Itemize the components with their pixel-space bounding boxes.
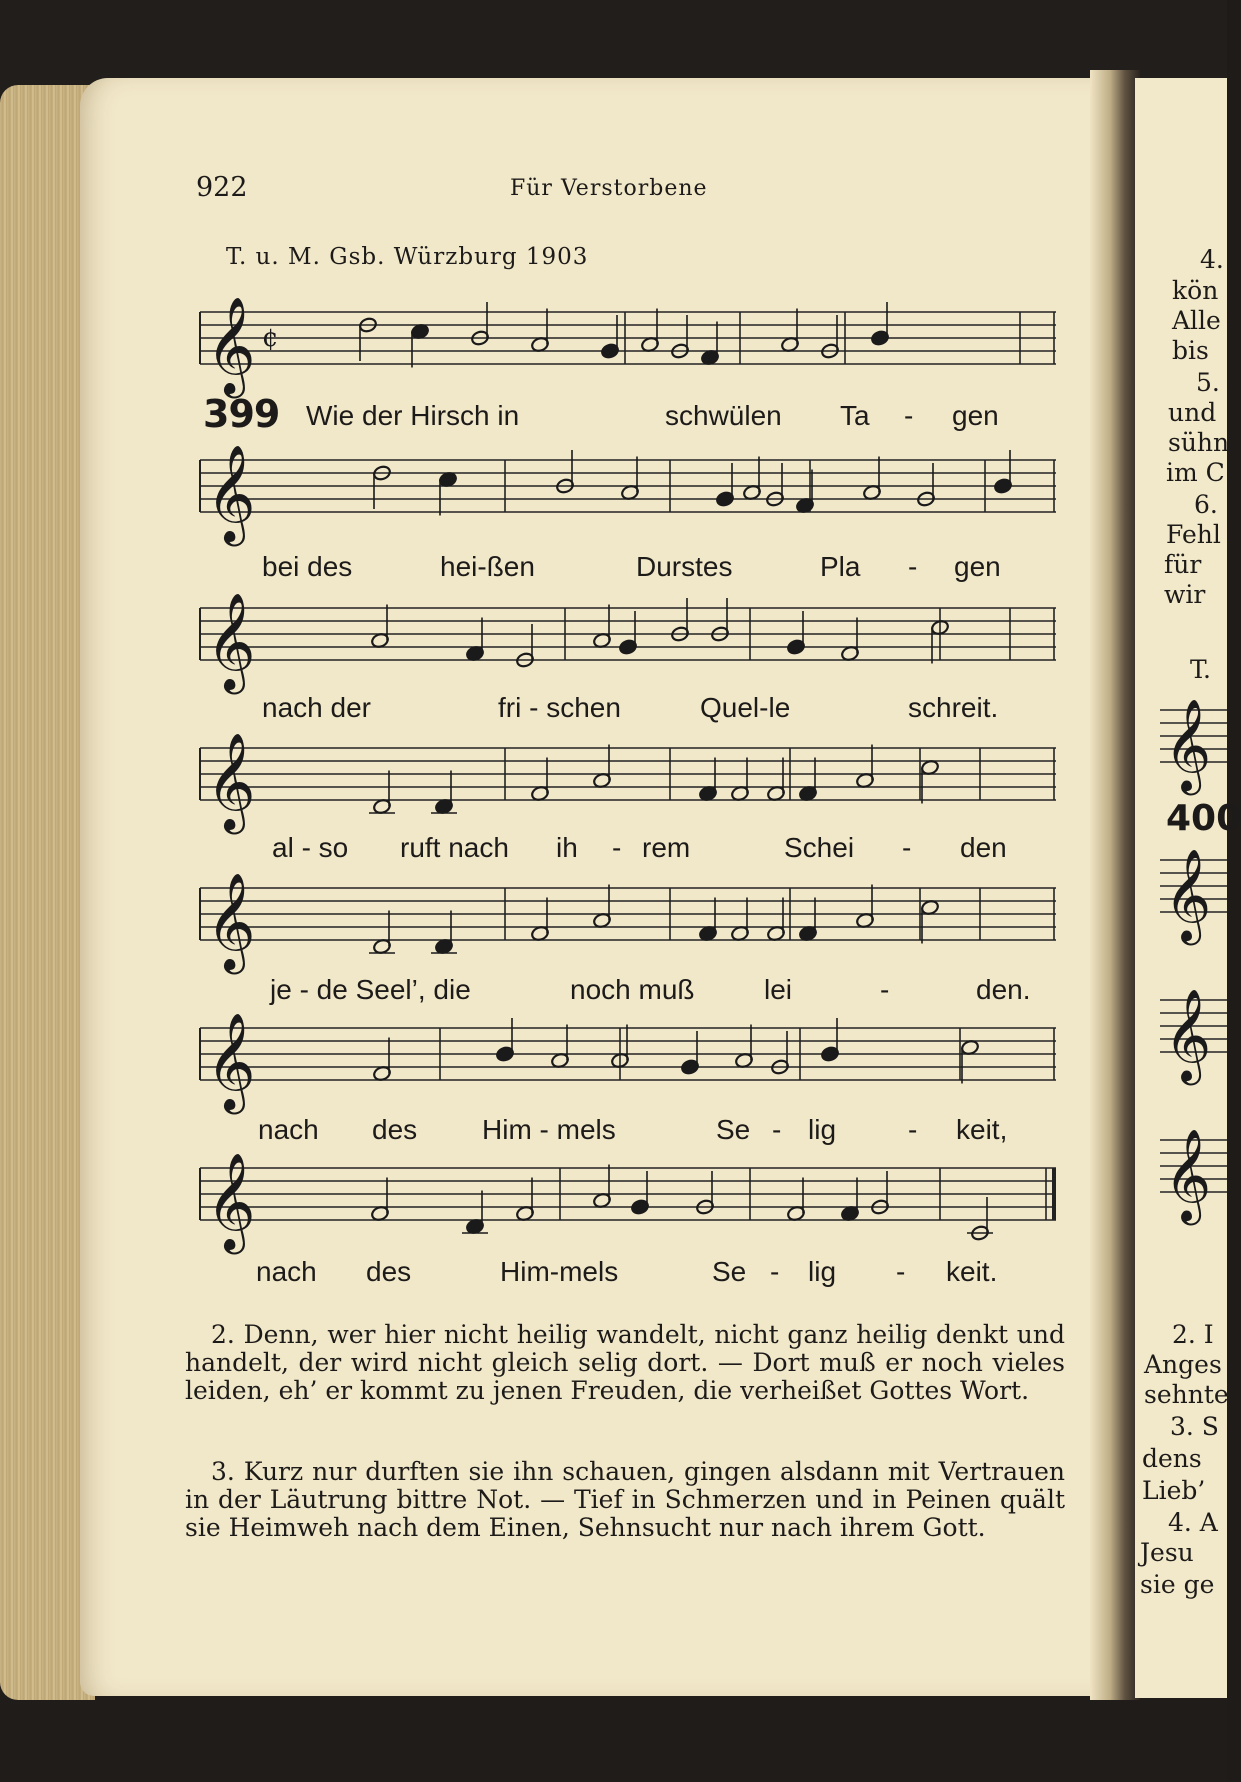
lyric-syllable: schreit. [908,692,999,723]
lyric-syllable: nach [258,1114,319,1145]
right-page-fragment: und [1168,398,1217,427]
lyric-syllable: keit, [956,1114,1008,1145]
lyric-syllable: keit. [946,1256,998,1287]
lyric-syllable: schwülen [665,400,782,431]
lyric-syllable: - [770,1256,780,1287]
lyric-syllable: Wie der Hirsch in [306,400,520,431]
right-page-fragment: 3. S [1170,1412,1219,1441]
right-page-fragment: kön [1172,276,1219,305]
lyric-syllable: Durstes [636,551,733,582]
lyric-syllable: je - de Seel’, die [270,974,471,1005]
right-page-fragment: Anges [1144,1350,1222,1379]
lyric-syllable: lei [764,974,793,1005]
right-page-fragment: 6. [1194,490,1218,519]
right-page-fragment: Alle [1172,306,1221,335]
verse-2 [185,1321,1065,1405]
lyric-syllable: des [372,1114,418,1145]
lyric-syllable: rem [642,832,691,863]
lyric-syllable: - [772,1114,782,1145]
verse-3 [185,1458,1065,1542]
right-page-fragment: bis [1172,336,1209,365]
lyric-syllable: des [366,1256,412,1287]
lyric-syllable: - [908,1114,918,1145]
music-staff-4 [200,726,1066,830]
lyric-syllable: ruft nach [400,832,509,863]
music-staff-7 [200,1146,1066,1250]
lyric-syllable: gen [954,551,1001,582]
right-page-fragment: Lieb’ [1142,1476,1206,1505]
lyric-syllable: - [902,832,912,863]
lyric-syllable: lig [808,1114,837,1145]
right-page-fragment: 5. [1196,368,1220,397]
music-staff-2 [200,438,1066,542]
running-title: Für Verstorbene [510,176,708,201]
lyric-syllable: bei des [262,551,353,582]
svg-text:𝄞: 𝄞 [206,872,256,970]
lyric-syllable: ih [556,832,578,863]
verse-2-text: 2. Denn, wer hier nicht heilig wandelt, nicht ganz heilig denkt und handelt, der wird nicht gleich selig dort. — Dort muß er noch vieles leiden, eh’ er kommt zu jenen Freuden, die verheißet Gottes Wort. [185,1320,1065,1405]
lyric-syllable: Ta [840,400,870,431]
verse-3-text: 3. Kurz nur durften sie ihn schauen, gingen alsdann mit Vertrauen in der Läutrung bittre Not. — Tief in Schmerzen und in Peinen quält sie Heimweh nach dem Einen, Sehnsucht nur nach ihrem Gott. [185,1457,1065,1542]
right-page-fragment: sehnte [1144,1380,1229,1409]
lyric-syllable: - [908,551,918,582]
right-page-fragment: für [1164,550,1202,579]
music-staff-6 [200,1006,1066,1110]
book-cover-bottom [0,1690,1227,1782]
right-staff-4 [1160,1120,1227,1220]
music-staff-5 [200,866,1066,970]
right-staff-1 [1160,690,1227,790]
svg-text:¢: ¢ [262,323,279,353]
svg-text:𝄞: 𝄞 [1164,848,1212,941]
music-staff-1 [200,290,1066,394]
lyric-syllable: al - so [272,832,349,863]
lyric-syllable: Se [716,1114,751,1145]
right-page-fragment: im C [1166,458,1225,487]
lyric-syllable: nach [256,1256,317,1287]
lyric-syllable: noch muß [570,974,695,1005]
lyric-syllable: lig [808,1256,837,1287]
right-page-fragment: sühn [1168,428,1230,457]
svg-text:𝄞: 𝄞 [206,444,256,542]
svg-text:𝄞: 𝄞 [1164,1128,1212,1221]
lyric-syllable: - [896,1256,906,1287]
right-page-fragment: 4. [1200,245,1224,274]
right-page-fragment: 4. A [1168,1508,1218,1537]
right-page-fragment: wir [1164,580,1206,609]
lyric-syllable: Pla [820,551,861,582]
right-page-fragment: Fehl [1166,520,1221,549]
lyric-syllable: - [612,832,622,863]
lyric-syllable: den [960,832,1007,863]
right-page-fragment: T. [1190,655,1211,684]
lyric-syllable: den. [976,974,1031,1005]
svg-text:𝄞: 𝄞 [206,296,256,394]
music-staff-3 [200,586,1066,690]
svg-text:𝄞: 𝄞 [206,732,256,830]
right-page-fragment: dens [1142,1444,1202,1473]
svg-text:𝄞: 𝄞 [1164,988,1212,1081]
lyric-syllable: Him - mels [482,1114,616,1145]
right-staff-2 [1160,840,1227,940]
lyric-syllable: nach der [262,692,371,723]
right-page-fragment: sie ge [1140,1570,1215,1599]
lyric-syllable: Him-mels [500,1256,619,1287]
lyric-syllable: fri - schen [498,692,621,723]
hymn-source: T. u. M. Gsb. Würzburg 1903 [226,244,589,270]
lyric-syllable: - [904,400,914,431]
svg-text:𝄞: 𝄞 [206,1012,256,1110]
svg-text:𝄞: 𝄞 [206,592,256,690]
book-gutter [1090,70,1140,1700]
right-staff-3 [1160,980,1227,1080]
svg-text:𝄞: 𝄞 [206,1152,256,1250]
right-page-fragment: Jesu [1140,1538,1194,1567]
right-page-hymn-number: 400 [1166,798,1241,839]
lyric-syllable: Se [712,1256,747,1287]
hymn-number: 399 [203,392,280,436]
page-number: 922 [196,172,248,203]
lyric-syllable: hei-ßen [440,551,535,582]
right-page-fragment: 2. I [1172,1320,1214,1349]
lyric-syllable: Schei [784,832,855,863]
lyric-syllable: - [880,974,890,1005]
lyric-syllable: gen [952,400,999,431]
svg-text:𝄞: 𝄞 [1164,698,1212,791]
lyric-syllable: Quel-le [700,692,791,723]
